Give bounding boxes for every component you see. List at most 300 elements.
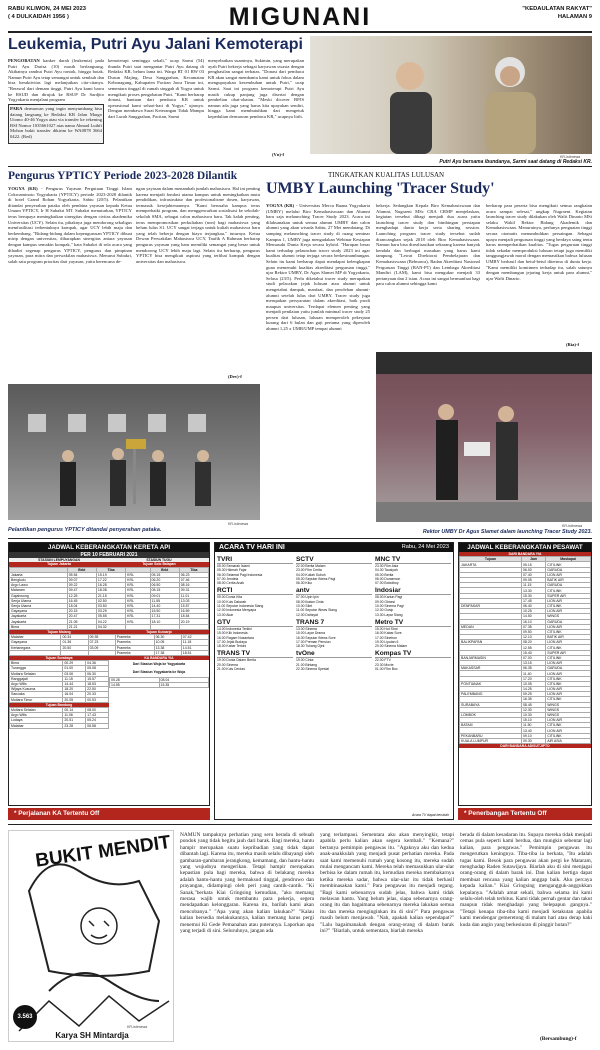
tv-program: 10.00 Sinema Pagi <box>375 604 404 609</box>
schedule-cell: 15.57 <box>86 676 109 681</box>
schedule-row <box>10 650 209 655</box>
schedule-cell: 06.40 <box>521 603 545 608</box>
schedule-cell: KRL <box>126 593 150 598</box>
h-surabaya: Tujuan Surabaya <box>9 656 109 660</box>
schedule-row <box>10 624 209 629</box>
story2-caption: Pelantikan pengurus YPTICY ditandai penyerahan pataka. <box>8 527 162 533</box>
schedule-cell: 20.51 <box>63 718 86 723</box>
tv-program: 01.00 Film Box <box>375 667 398 672</box>
tv-program: 08.00 Ikatan Cinta <box>296 599 324 604</box>
schedule-cell: 02.50 <box>96 598 125 603</box>
tv-channel-logo: tvOne <box>296 650 372 658</box>
schedule-cell: 13.03 <box>179 598 208 603</box>
tv-channel-logo: antv <box>296 587 372 595</box>
tv-program: 12.00 Gosip <box>375 608 394 613</box>
tv-channel-logo: SCTV <box>296 556 372 564</box>
schedule-cell: 11.18 <box>181 640 208 645</box>
cerbung-author: Karya SH Mintardja <box>55 1031 129 1040</box>
schedule-cell: 06.30 <box>86 671 109 676</box>
stn-lempuyangan: STASIUN LEMPUYANGAN <box>9 558 109 562</box>
story2-credit: KR-istimewa <box>228 522 249 526</box>
schedule-cell: 01.36 <box>61 640 88 645</box>
schedule-cell: 14.25 <box>521 686 545 691</box>
schedule-cell: 17.38 <box>154 650 181 655</box>
masthead-date: RABU KLIWON, 24 MEI 2023 <box>8 6 86 12</box>
schedule-cell: CITILINK <box>546 733 591 738</box>
tv-program: 08.00 Kartun Pagi <box>375 595 403 600</box>
schedule-row <box>460 738 591 743</box>
schedule-cell: Bima <box>10 661 63 666</box>
story2-sign: (Dev)-f <box>228 374 242 379</box>
schedule-cell: 06.30 <box>154 635 181 640</box>
schedule-cell: 15.30 <box>521 593 545 598</box>
story1-col2: kemoterapi seminggu sekali," ucap Sarmi (54) ibunda Putri saat mengantar Putri Ayu datang di Redaksi KR, belum lama ini. Warga RT 01 RW 03 Dusun Majing, Desa Sanggrahan, Kecamatan Kebonagung, Kabupaten Pacitan Jawa Timur ini, sementara tinggal di rumah singgah di Yogya untuk mengikuti proses pengobatan Putri. "Kami berharap donasi, bantuan dari pembaca KR untuk operasional kami sehari-hari di Yogya," ujarnya. Dengan membawa Surat Keterangan Tidak Mampu dari Lurah Sanggrahan, Pacitan, Sarmi <box>108 58 204 119</box>
schedule-cell: 14.44 <box>63 681 86 686</box>
tv-program: 23.30 Movie <box>375 662 394 667</box>
schedule-cell: 17.22 <box>96 577 125 582</box>
tv-program: 20.00 Sinema Malam <box>375 644 408 649</box>
schedule-cell: 09.22 <box>67 583 96 588</box>
schedule-cell: Malabar <box>10 635 61 640</box>
schedule-cell: 20.50 <box>61 645 88 650</box>
schedule-cell: BATIK AIR <box>546 578 591 583</box>
schedule-cell: CITILINK <box>546 562 591 567</box>
tv-grid <box>215 552 453 812</box>
schedule-cell: Sancaka <box>10 692 63 697</box>
schedule-cell: 15.40 <box>521 650 545 655</box>
tv-program: 10.00 Kuis Dakwah <box>217 599 247 604</box>
kereta-table-2 <box>9 634 209 656</box>
schedule-cell: CITILINK <box>546 629 591 634</box>
tv-program: 09.00 Dunia Kita <box>217 595 243 600</box>
schedule-cell: 04.22 <box>96 619 125 624</box>
tv-channel-logo: RCTI <box>217 587 293 595</box>
schedule-cell: WINGS <box>546 707 591 712</box>
schedule-cell: CITILINK <box>546 655 591 660</box>
schedule-cell: KRL <box>126 588 150 593</box>
schedule-cell: MEDAN <box>460 624 522 629</box>
tv-channel-logo: TRANS TV <box>217 650 293 658</box>
schedule-cell: 14.51 <box>181 645 208 650</box>
schedule-cell: 09.10 <box>521 733 545 738</box>
schedule-cell: GARUDA <box>546 619 591 624</box>
schedule-cell: 13.15 <box>521 661 545 666</box>
schedule-cell: 12.10 <box>521 635 545 640</box>
h-jakarta: Tujuan Jakarta <box>9 562 109 566</box>
schedule-cell: 22.50 <box>86 687 109 692</box>
schedule-cell: Senja Utama <box>10 603 68 608</box>
schedule-cell: 20.47 <box>67 614 96 619</box>
story1-credit: KR-istimewa <box>560 155 581 159</box>
tv-program: 21.00 Kuis Cerdas <box>217 667 245 672</box>
schedule-cell: 20.15 <box>67 609 96 614</box>
schedule-cell: 04.36 <box>86 661 109 666</box>
schedule-cell: Malabar <box>10 723 63 728</box>
schedule-cell: 14.50 <box>521 614 545 619</box>
schedule-cell: JAKARTA <box>460 562 522 567</box>
schedule-cell: Prameks <box>115 650 154 655</box>
kereta-table-4 <box>9 707 109 729</box>
cerbung-title: BUKIT MENDIT <box>34 831 172 872</box>
tv-panel <box>214 542 454 820</box>
schedule-cell: Bima <box>10 624 68 629</box>
tv-program: 04.30 Tausiyah <box>375 568 398 573</box>
tv-program: 05.00 Berita <box>375 572 394 577</box>
schedule-cell: 18.51 <box>181 650 208 655</box>
schedule-cell: CITILINK <box>546 645 591 650</box>
schedule-cell: KRL <box>126 609 150 614</box>
schedule-cell: SURABAYA <box>460 702 522 707</box>
schedule-cell: 11.40 <box>521 671 545 676</box>
schedule-cell: KRL <box>126 603 150 608</box>
schedule-cell: 16.10 <box>521 619 545 624</box>
kereta-footer: * Perjalanan KA Tertentu Off <box>8 808 210 820</box>
story3-sign: (Ria)-f <box>566 342 580 347</box>
schedule-cell: GARUDA <box>546 666 591 671</box>
schedule-cell: 01.00 <box>63 666 86 671</box>
tv-program: 19.00 Cinta <box>296 658 314 663</box>
schedule-cell: 20.05 <box>63 697 86 702</box>
schedule-cell: 03.06 <box>63 671 86 676</box>
schedule-cell: 10.25 <box>521 609 545 614</box>
schedule-cell: AIR ASIA <box>546 738 591 743</box>
schedule-cell: 13.40 <box>521 728 545 733</box>
schedule-cell: 21.21 <box>67 624 96 629</box>
schedule-cell: LION AIR <box>546 692 591 697</box>
schedule-cell: 07.40 <box>521 572 545 577</box>
tv-program: 22.00 FTV <box>375 658 391 663</box>
schedule-cell: 18.20 <box>63 687 86 692</box>
schedule-cell: 08.45 <box>521 702 545 707</box>
schedule-cell: 03.50 <box>96 603 125 608</box>
kereta-title: JADWAL KEBERANGKATAN KERETA API <box>9 543 209 552</box>
schedule-cell: 11.01 <box>179 593 208 598</box>
schedule-cell: 05.15 <box>150 572 179 577</box>
pesawat-footer: * Penerbangan Tertentu Off <box>458 808 592 820</box>
stn-tugu: STASIUN TUGU <box>109 558 209 562</box>
tv-channel-logo: TRANS 7 <box>296 619 372 627</box>
schedule-cell: Turangga <box>10 666 63 671</box>
schedule-cell: LION AIR <box>546 640 591 645</box>
story1-col1-text: kanker darah (leukemia) pada Putri Ayu Darisa (10) masih berlangsung. Akibatnya rambut Putri Ayu rontok, hingga botak. Namun Putri Ayu tetap semangat untuk sembuh dan bisa beraktivitas lagi melanjutkan cita-citanya. "Berawal dari demam tinggi, Putri Ayu kami bawa ke RSUD dan dirujuk ke RSUP Dr Sardjito Yogyakarta menjalani program <box>8 58 104 102</box>
schedule-cell: 16.45 <box>67 598 96 603</box>
tv-program: 13.00 Sinema <box>296 626 317 631</box>
schedule-cell: KRL <box>126 619 150 624</box>
schedule-cell: 11.55 <box>150 598 179 603</box>
schedule-cell: LION AIR <box>546 609 591 614</box>
story1-sign: (Vn)-f <box>272 152 284 157</box>
schedule-cell: 09.47 <box>67 588 96 593</box>
story3-kicker: TINGKATKAN KUALITAS LULUSAN <box>328 171 445 179</box>
story2-dateline: YOGYA (KR) <box>8 186 38 191</box>
schedule-cell: WINGS <box>546 702 591 707</box>
story1-box-lead: PARA <box>10 106 23 111</box>
schedule-cell: 15.50 <box>150 609 179 614</box>
schedule-cell: Argo Lawu <box>10 583 68 588</box>
tv-program: 12.00 Indonesia Menyapa <box>217 608 257 613</box>
story3-col1-text: - Universitas Mercu Buana Yogyakarta (UMBY) melalui Biro Kemahasiswaan dan Alumni baru saja melaunching Tracer Study 2023. Acara ini dilaksanakan untuk semua alumni UMBY dan calon alumni yang akan wisuda Sabtu, 27 Mei mendatang. Di samping melaunching tracer study di ruang seminar Kampus 1, UMBY juga mengadakan Webinar Kesiapan Memasuki Dunia Kerja secara hybrid. "Harapan besar kami terhadap pelaunchan tracer study 2023 ini agar kualitas alumni tetap terjaga secara berkesinambungan. Selain itu kami berharap dapat mendapat kelengkapan guna memenuhi kualitas akreditasi perguruan tinggi," ujar Rektor UMBY, Dr Agus Slamet MP di Yogyakarta, Selasa (23/5). Perlu diketahui tracer study merupakan studi pelacakan jejak lulusan atau alumni untuk mengetahui dampak, manfaat, dan perolehan alumni-alumni setelah lulus dari UMBY. Tracer study juga merupakan persyaratan dalam akreditasi, baik prodi maupun universitas. Terdapat elemen penting yang menjadi penilaian yaitu jumlah minimal tracer study 25 persen dari lulusan, lulusan memperoleh pekerjaan kurang dari 6 bulan dan gaji pertama yang diperoleh alumni 1,25 x UMR/UMP tempat alumni <box>266 203 370 332</box>
schedule-cell: GARUDA <box>546 583 591 588</box>
schedule-cell: 17.31 <box>150 614 179 619</box>
schedule-cell: 17.20 <box>521 676 545 681</box>
schedule-cell: 05.24 <box>86 718 109 723</box>
schedule-cell: 11.15 <box>521 583 545 588</box>
h-tujuan: Tujuan <box>460 557 522 562</box>
tv-program: 22.30 Sinema Spesial <box>296 667 329 672</box>
schedule-cell: KRL <box>126 572 150 577</box>
tv-channel-logo: Indosiar <box>375 587 451 595</box>
tv-program: 16.30 Seputar iNews Sore <box>296 635 336 640</box>
h-kutoarjo: Tujuan Kutoarjo <box>109 630 209 634</box>
schedule-cell: 08.04 <box>159 677 209 682</box>
yia-to-woja: Dari Stasiun Yogyakarta ke Woja <box>132 670 186 675</box>
tv-channel-logo: GTV <box>217 619 293 627</box>
schedule-cell: 13.38 <box>154 645 181 650</box>
tv-channel-logo: MNC TV <box>375 556 451 564</box>
schedule-cell: 15.35 <box>159 682 209 687</box>
story2-col2: ngan yayasan dalam menambah jumlah mahasiswa. Hal ini penting karena menjadi fondasi utama kampus untuk meningkatkan mutu pendidikan, infrastruktur dan profesionalisme dosen, karyawan, termasuk kesejahteraannya. "Kami berusaha kampus terus memperbaiki program, dan menggencarkan sosialisasi ke sekolah-sekolah SMA, sebagai calon mahasiswa baru. Tak kalah penting, terus mempromosikan perkuliahan (non) bagi mahasiswa yang belum lulus S1. UCY sangat terjaga untuk kuliah mahasiswa baru yang telah bekerja dengan biaya terjangkau," tuturnya. Ketua Dewan Perwakilan Mahasiswa UCY, Taufik A Rahman berharap pengurus yayasan yang baru memiliki semangat yang besar untuk mendorong UCY lebih maju lagi. Selain itu berharap, pengurus YPTICY bisa mengikuti aspirasi yang terlihat kompak dengan universitas dan mahasiswa. <box>136 186 260 264</box>
kereta-subtitle: PER 10 FEBRUARI 2021 <box>9 552 209 558</box>
photo-group <box>8 384 260 520</box>
rule-2 <box>8 538 592 539</box>
h-jam: Jam <box>521 557 545 562</box>
schedule-cell: Gajahwong <box>10 593 68 598</box>
story3-photo <box>376 352 592 522</box>
schedule-cell: Argo Wilis <box>10 713 63 718</box>
tv-channel-logo: Kompas TV <box>375 650 451 658</box>
tv-program: 19.00 Dunia Dalam Berita <box>217 658 256 663</box>
schedule-cell: 09.25 <box>521 692 545 697</box>
pesawat-title: JADWAL KEBERANGKATAN PESAWAT <box>459 543 591 552</box>
masthead-hijri: ( 4 DULKAIDAH 1956 ) <box>8 14 69 20</box>
schedule-cell: KRL <box>126 583 150 588</box>
story2-col1 <box>8 186 132 382</box>
tv-program: 17.00 Sinetron <box>375 635 398 640</box>
schedule-cell: 09.05 <box>521 578 545 583</box>
story1-photo <box>310 36 592 154</box>
h-maskapai: Maskapai <box>546 557 591 562</box>
masthead-rubric: "KEDAULATAN RAKYAT" <box>522 6 592 12</box>
story1-caption: Putri Ayu bersama ibundanya, Sarmi saat datang di Redaksi KR. <box>439 159 592 165</box>
tv-footer: Acara TV dapat berubah <box>412 812 449 817</box>
schedule-cell: 05.54 <box>67 572 96 577</box>
schedule-cell: LION AIR <box>546 661 591 666</box>
story3-dateline: YOGYA (KR) <box>266 203 295 208</box>
schedule-cell: 21.05 <box>67 619 96 624</box>
tv-column <box>296 554 372 810</box>
schedule-cell <box>61 650 88 655</box>
schedule-cell: Prameks <box>115 635 154 640</box>
schedule-cell: 13.30 <box>521 588 545 593</box>
schedule-cell: LION AIR <box>546 728 591 733</box>
schedule-cell: Jayakarta <box>10 614 68 619</box>
schedule-cell: 16.28 <box>96 583 125 588</box>
schedule-cell: 17.45 <box>521 598 545 603</box>
schedule-cell: 17.43 <box>86 713 109 718</box>
cerbung-col1: NAMUN tampaknya perhatian yang seru berada di sebuah pondok yang tidak begitu jauh dari barak. Bagi mereka, hantu hampir merupakan suatu kepribadian yang tidak dapat dibantah lagi. Karena itu, mereka masih selalu dibayangi oleh gambaran-gambaran jerangkong, kemamang, dan hantu-hantu yang wujudnya mengerikan. Tetapi hampir merupakan kepastian pula bagi mereka, bahwa di belakang mereka adalah hantu-hantu yang bermaksud tinggal, gendruwo dan prayangan, didampingi oleh peri yang cantik-cantik. "Ki Sanak,"berkata Kiai Gringsing kemudian, "aku memang merasa wajib untuk membantu para pekerja, segera mendapatkan kelonggaran. Karena itu, barilah kami akan mencobanya." "Apa yang akan kalian lakukan?" "Kalau kalian bersedia melakukannya, kalian memang harus pergi menemui Ki Gede Pemanahan atau puteranya. Laporkan apa yang terjadi di sini. Seluruhnya, jangan ada <box>180 832 314 935</box>
schedule-cell: PEKANBARU <box>460 733 522 738</box>
schedule-cell: 00.29 <box>63 661 86 666</box>
tv-program: 04.00 Kuliah Subuh <box>296 572 326 577</box>
schedule-cell: DENPASAR <box>460 603 522 608</box>
story3-caption: Rektor UMBY Dr Agus Slamet dalam launching Tracer Study 2023. <box>422 529 592 535</box>
schedule-cell: GARUDA <box>546 567 591 572</box>
schedule-cell: 00.53 <box>86 697 109 702</box>
schedule-cell: 05.08 <box>86 666 109 671</box>
story1-lead: PENGOBATAN <box>8 58 40 63</box>
story2-headline: Pengurus YPTICY Periode 2023-2028 Dilantik <box>8 170 238 182</box>
schedule-row <box>10 723 109 728</box>
schedule-cell: 03.09 <box>88 645 115 650</box>
tv-program: 16.00 Kabar Sore <box>375 631 402 636</box>
tv-program: 13.00 Akar <box>217 612 234 617</box>
schedule-cell: SUPER AIR <box>546 650 591 655</box>
schedule-cell: LION AIR <box>546 598 591 603</box>
schedule-cell: BANJARMASIN <box>460 655 522 660</box>
schedule-cell: 05.15 <box>521 562 545 567</box>
schedule-cell: CITILINK <box>546 681 591 686</box>
schedule-cell: 10.05 <box>521 681 545 686</box>
story2-col1-text: - Pengurus Yayasan Pergutuan Tinggi Islam Cokroaminoto Yogyakarta (YPTICY) periode 2023-2028 dilantik di hotel Grand Rohan Yogyakarta, Sabtu (20/5). Pelantikan ditandai penyerahan pataka oleh pembina yayasan kepada Ketua Umum YPTICY, Ir H Subakri MT. Subakri menuturkan, YPTICY terus berupaya meningkatkan sinergitas dengan civitas akademika Universitas (UCY). Selain itu, pihaknya juga mendorong sekaligus memfasilitasi terbentuknya kompak, agar UCY lebih maju dan berkembang. "Bidang-bidang dalam kepengurusan YPTICY dibuat mirip dengan universitas, diharapkan sinergitas antara yayasan dengan kampus semakin kompak," kata Subakri di sela acara yang dihadiri segenap pengurus YPTICY, pengurus dan pimpinan yayasan, para mitra dan perwakilan mahasiswa. Menurut Subakri, salah satu program prioritas dari yayasan, yaitu berencana de- <box>8 186 132 264</box>
schedule-cell: 20.19 <box>179 619 208 624</box>
schedule-cell: 03.29 <box>96 609 125 614</box>
tv-program: 22.00 Berita Malam <box>296 564 326 568</box>
tv-column <box>217 554 293 810</box>
story3-headline: UMBY Launching 'Tracer Study' <box>266 180 495 197</box>
schedule-cell: Prameks <box>115 645 154 650</box>
schedule-cell: Mutiara Timur <box>10 697 63 702</box>
schedule-cell <box>10 650 61 655</box>
tv-program: 05.00 Semarak Islami <box>217 564 250 568</box>
schedule-cell: CITILINK <box>546 588 591 593</box>
tv-program: 15.00 Hot Shot <box>375 626 398 631</box>
cerbung-number-badge: 3.563 <box>13 1005 37 1029</box>
schedule-cell: 11.50 <box>521 723 545 728</box>
schedule-cell: 06.00 <box>521 567 545 572</box>
schedule-cell: Gayayana <box>10 609 68 614</box>
tv-program: 05.00 Seputar iNews Pagi <box>296 576 336 581</box>
schedule-cell: LION AIR <box>546 718 591 723</box>
schedule-cell: WINGS <box>546 614 591 619</box>
pesawat-table <box>459 556 591 744</box>
masthead <box>8 3 592 31</box>
kereta-table-3 <box>9 660 109 703</box>
schedule-cell: 08.00 <box>86 707 109 712</box>
schedule-cell: Jayakarta <box>10 619 68 624</box>
schedule-cell: 10.30 <box>521 712 545 717</box>
schedule-cell: MAKASSAR <box>460 666 522 671</box>
schedule-cell: 11.15 <box>63 676 86 681</box>
tv-program: 20.00 Sinema <box>217 662 238 667</box>
cerbung-credit: KR-istimewa <box>127 1025 148 1029</box>
schedule-cell: BATIK AIR <box>546 635 591 640</box>
tv-program: 15.00 Layar Drama <box>296 631 326 636</box>
schedule-cell: 14.55 <box>110 682 160 687</box>
cerbung-sign: (Bersambung)-f <box>540 1036 577 1042</box>
tv-program: 07.00 Boboiboy <box>375 581 399 586</box>
schedule-cell: PALEMBANG <box>460 692 522 697</box>
story1-donation-box <box>8 104 104 144</box>
schedule-cell: BATAM <box>460 723 522 728</box>
schedule-cell: 10.05 <box>154 640 181 645</box>
story3-col3: berharap para peserta bisa mengikuti semua rangkaian acara sampai selesai," ungkap Nugraeni. Kegiatan launching tracer study dilakukan oleh Wafit Dinarto MSi selaku Wakil Rektor Bidang Akademik dan Kemahasiswaan. Menurutnya, perlunya penguatan tinggi secara otomatis menumbuhkan persaingan. Sebagai upaya menjadi perguruan tinggi yang berdaya saing tentu harus memperhatikan kualitas. "Tugas perguruan tinggi tidak sekadar memproduksi lulusan tetapi juga memiliki tanggungjawab moral dengan memastikan bahwa lulusan UMBY berhasil dan betul-betul diterima di dunia kerja. "Kami memiliki komitmen terhadap itu, salah satunya dengan membangun jejaring kerja untuk para alumni," ujar Wafit Dinarto. <box>486 203 592 281</box>
schedule-cell: Mutiara Selatan <box>10 707 63 712</box>
schedule-cell: 08.16 <box>179 583 208 588</box>
yia-table <box>109 677 209 688</box>
h-malang: Tujuan Malang <box>9 630 109 634</box>
cerbung-col3: berada di dalam kesadaran itu. Supaya mereka tidak menjadi cemas pula seperti kami berdua, dan mungkin sebentar lagi kalian, para pengawas." Pemimpin pengawas itu mengerutkan keningnya. Tiba-tiba ia berkata, "Itu adalah tugas kami. Besok para pengawas akan pergi ke Mataram, menghadap Raden Sutawijaya. Biarlah aku di sini menjagai orang-orang di dalam barak ini. Dan kalian bertiga dapat membuat rencana yang kalian anggap baik. Aku percaya kepada kalian." Kiai Gringsing mengangguk-anggukkan kepalanya. "Adalah amat sekali, bahwa selama ini kami selalu-oleh telah terhitus. Kami tidak pernah gentar dan takut maupun tidak menghadapi yang belepapun gangnya." "Tetapi kenapa tiba-tiba kami menjadi ketakutan apabila kami mendengar gemeretong di malam hari atau derap kaki kuda dan angin yang berkesiuran di pinggir hutan?" <box>460 832 592 928</box>
schedule-cell: 06.20 <box>150 577 179 582</box>
story1-headline: Leukemia, Putri Ayu Jalani Kemoterapi <box>8 36 303 53</box>
schedule-cell: 07.42 <box>181 635 208 640</box>
schedule-cell: 07.35 <box>521 624 545 629</box>
schedule-cell: KRL <box>126 598 150 603</box>
schedule-cell: 06.35 <box>521 666 545 671</box>
schedule-cell: 14.40 <box>150 603 179 608</box>
tv-program: 10.00 Silet <box>296 604 313 609</box>
tv-program: 17.00 Jejak Budaya <box>217 639 247 644</box>
tv-program: 16.00 Ragam Nusantara <box>217 635 254 640</box>
tv-program: 12.00 Dahsyat <box>296 612 318 617</box>
schedule-cell: 04.32 <box>96 624 125 629</box>
schedule-row <box>10 697 109 702</box>
photo-figures <box>310 36 592 154</box>
story2-photo <box>8 384 260 520</box>
schedule-cell: Wijaya Kusuma <box>10 687 63 692</box>
tv-program: 19.00 Liputan 6 <box>375 639 399 644</box>
h-solo: Tujuan Solo Balapan <box>109 562 209 566</box>
schedule-cell: 09.31 <box>179 588 208 593</box>
tv-program: 07.00 Jendela <box>217 576 239 581</box>
story3-col1 <box>266 203 370 525</box>
schedule-cell: BALIKPAPAN <box>460 640 522 645</box>
tv-program: 14.00 Indonesia Terkini <box>217 626 252 631</box>
schedule-cell: 18.10 <box>150 619 179 624</box>
tv-program: 06.30 Kiko <box>296 581 313 586</box>
schedule-cell: 18.04 <box>67 603 96 608</box>
schedule-cell: 09.01 <box>150 593 179 598</box>
schedule-cell: Mataram <box>10 588 68 593</box>
kereta-panel <box>8 542 210 806</box>
schedule-cell: CITILINK <box>546 723 591 728</box>
tv-column <box>375 554 451 810</box>
schedule-cell: 12.30 <box>521 707 545 712</box>
schedule-cell: 12.25 <box>67 593 96 598</box>
tv-header <box>215 543 453 552</box>
schedule-cell: 06.58 <box>86 723 109 728</box>
h-yia: KA BANDARA YIA <box>109 656 209 660</box>
schedule-cell: 20.33 <box>86 692 109 697</box>
schedule-cell: 18.54 <box>179 614 208 619</box>
schedule-cell: 23.28 <box>63 723 86 728</box>
tv-program: 15.00 Klik Indonesia <box>217 631 248 636</box>
tv-program: 23.00 Film Cerita <box>296 568 322 573</box>
schedule-cell: 05.55 <box>96 614 125 619</box>
schedule-cell: 15.19 <box>96 572 125 577</box>
schedule-cell: 06.23 <box>179 572 208 577</box>
schedule-cell: Kertanegara <box>10 645 61 650</box>
schedule-cell: Ranggajati <box>10 676 63 681</box>
tv-program: 11.00 Seputar iNews Siang <box>296 608 337 613</box>
tv-program: 11.00 Seputar Indonesia Siang <box>217 604 264 609</box>
tv-program: 13.30 Layar Siang <box>375 612 403 617</box>
pesawat-sub2: DARI BANDARA ADISUTJIPTO <box>459 744 591 748</box>
schedule-cell <box>179 624 208 629</box>
schedule-cell: 15.10 <box>521 718 545 723</box>
tv-channel-logo: Metro TV <box>375 619 451 627</box>
cerbung-col2: yang terlampaui. Sementara aku akan menyingkir, tetapi apabila perlu kalian akan segera kembali." "Kemana?" bertanya pemimpin pengawas itu. "Agaknya aku dan kedua anak-anakkulah yang menjadi pusat perhatian mereka. Pada saat kami memenuhi rumah yang kosong itu, mereka sudah mulai mengancam kami. Mereka telah memasukkan ular-ular berbisa ke dalam rumah itu, kemudian mereka membakarnya ketika mereka sadar, bahwa ular-ular itu tidak berhasil membinasakan kami." Para pengawas itu menjadi tegang. "Bagi kami sebenarnya sudah jelas, bahwa kami tidak melawan hantu. Yang belum jelas, siapa sebenarnya orang-orang itu dan bagaimana sebenarnya mereka lakukan semua itu dan mereka menginginkan itu di sini?" Para pengawas masih belum menjawab. "Nah, apakah kalian sependapat?" "Lalu bagaimanakah dengan orang-orang di dalam barak ini?" "Biarlah, untuk sementara, biarlah mereka <box>320 832 454 935</box>
schedule-cell: 00.34 <box>61 635 88 640</box>
